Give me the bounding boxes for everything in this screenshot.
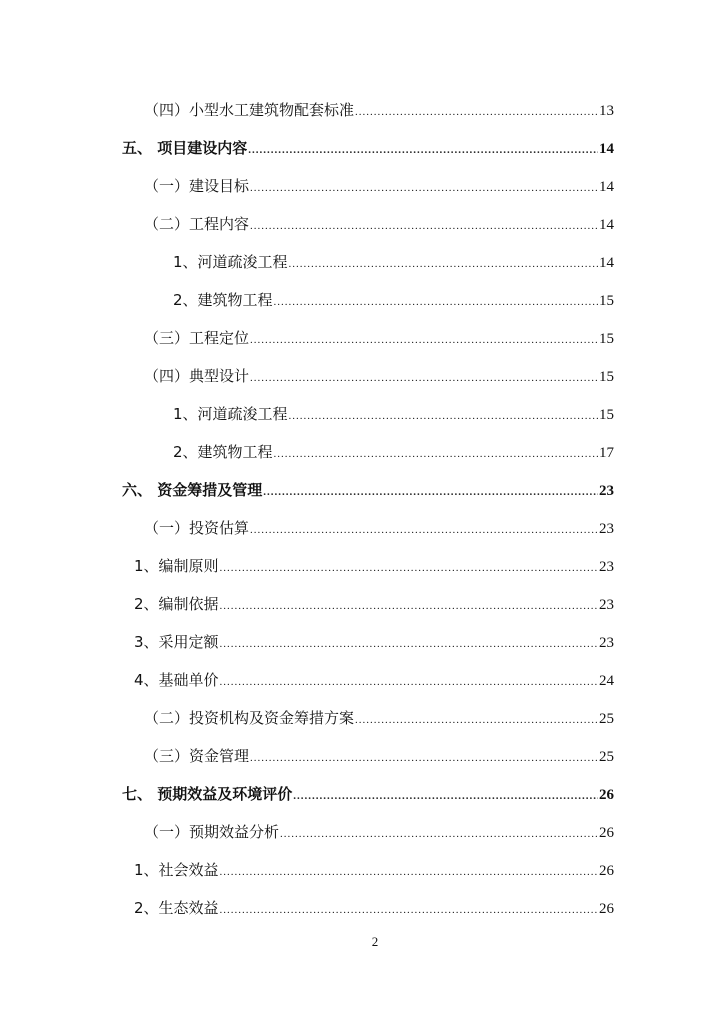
toc-entry-label: 4、基础单价 [134, 671, 219, 689]
dot-leader [220, 866, 598, 878]
toc-entry-label: 五、 项目建设内容 [122, 139, 248, 157]
toc-entry-page: 14 [599, 141, 614, 157]
toc-entry[interactable] [173, 289, 614, 315]
toc-entry[interactable] [122, 783, 614, 809]
toc-entry-page: 23 [599, 521, 614, 537]
toc-entry-page: 25 [599, 711, 614, 727]
toc-entry-label: （一）预期效益分析 [144, 823, 280, 841]
toc-entry-page: 23 [599, 597, 614, 613]
toc-entry-page: 14 [599, 255, 614, 271]
toc-entry-label: 七、 预期效益及环境评价 [122, 785, 293, 803]
toc-entry[interactable] [144, 365, 614, 391]
toc-entry[interactable] [134, 555, 614, 581]
toc-entry-label: （三）工程定位 [144, 329, 250, 347]
toc-entry-label: 2、生态效益 [134, 899, 219, 917]
dot-leader [293, 790, 598, 802]
toc-entry-label: （三）资金管理 [144, 747, 250, 765]
toc-entry[interactable] [173, 403, 614, 429]
toc-entry[interactable] [144, 821, 614, 847]
toc-entry-label: 1、河道疏浚工程 [173, 405, 288, 423]
dot-leader [220, 600, 598, 612]
dot-leader [220, 638, 598, 650]
toc-entry[interactable] [144, 99, 614, 125]
toc-entry-label: （二）工程内容 [144, 215, 250, 233]
dot-leader [250, 752, 598, 764]
toc-entry-page: 15 [599, 369, 614, 385]
toc-entry-page: 23 [599, 635, 614, 651]
dot-leader [355, 106, 598, 118]
toc-entry-label: 3、采用定额 [134, 633, 219, 651]
toc-entry-page: 23 [599, 559, 614, 575]
toc-entry-page: 15 [599, 293, 614, 309]
toc-entry-label: 1、社会效益 [134, 861, 219, 879]
toc-entry-page: 26 [599, 825, 614, 841]
dot-leader [250, 334, 598, 346]
toc-entry-label: 1、河道疏浚工程 [173, 253, 288, 271]
toc-entry-label: （二）投资机构及资金筹措方案 [144, 709, 355, 727]
toc-entry[interactable] [134, 593, 614, 619]
toc-entry-label: 2、建筑物工程 [173, 443, 273, 461]
dot-leader [289, 410, 598, 422]
toc-entry-page: 15 [599, 407, 614, 423]
toc-entry-page: 17 [599, 445, 614, 461]
toc-entry-label: （四）小型水工建筑物配套标准 [144, 101, 355, 119]
toc-entry-page: 25 [599, 749, 614, 765]
dot-leader [220, 904, 598, 916]
toc-entry[interactable] [134, 859, 614, 885]
toc-entry[interactable] [144, 213, 614, 239]
dot-leader [274, 296, 598, 308]
toc-entry-page: 23 [599, 483, 614, 499]
dot-leader [250, 182, 598, 194]
toc-entry[interactable] [134, 631, 614, 657]
toc-entry-page: 14 [599, 217, 614, 233]
toc-entry-page: 15 [599, 331, 614, 347]
toc-entry-label: 1、编制原则 [134, 557, 219, 575]
toc-entry[interactable] [134, 669, 614, 695]
toc-entry-page: 26 [599, 787, 614, 803]
toc-entry-label: 2、建筑物工程 [173, 291, 273, 309]
toc-entry-page: 14 [599, 179, 614, 195]
toc-entry[interactable] [144, 175, 614, 201]
toc-entry[interactable] [144, 517, 614, 543]
toc-entry[interactable] [122, 137, 614, 163]
dot-leader [248, 144, 598, 156]
toc-entry-page: 13 [599, 103, 614, 119]
dot-leader [220, 676, 598, 688]
dot-leader [289, 258, 598, 270]
toc-entry[interactable] [173, 251, 614, 277]
toc-entry[interactable] [134, 897, 614, 923]
toc-entry-page: 26 [599, 901, 614, 917]
page-number: 2 [371, 934, 379, 949]
toc-entry-label: （一）投资估算 [144, 519, 250, 537]
toc-entry-page: 26 [599, 863, 614, 879]
dot-leader [250, 372, 598, 384]
toc-entry-page: 24 [599, 673, 614, 689]
toc-entry[interactable] [122, 479, 614, 505]
toc-entry[interactable] [144, 707, 614, 733]
toc-entry-label: 六、 资金筹措及管理 [122, 481, 263, 499]
dot-leader [263, 486, 598, 498]
dot-leader [355, 714, 598, 726]
dot-leader [250, 524, 598, 536]
toc-entry-label: 2、编制依据 [134, 595, 219, 613]
toc-entry[interactable] [173, 441, 614, 467]
toc-entry-label: （四）典型设计 [144, 367, 250, 385]
toc-entry[interactable] [144, 327, 614, 353]
dot-leader [274, 448, 598, 460]
dot-leader [220, 562, 598, 574]
toc-entry[interactable] [144, 745, 614, 771]
dot-leader [250, 220, 598, 232]
dot-leader [280, 828, 598, 840]
toc-entry-label: （一）建设目标 [144, 177, 250, 195]
